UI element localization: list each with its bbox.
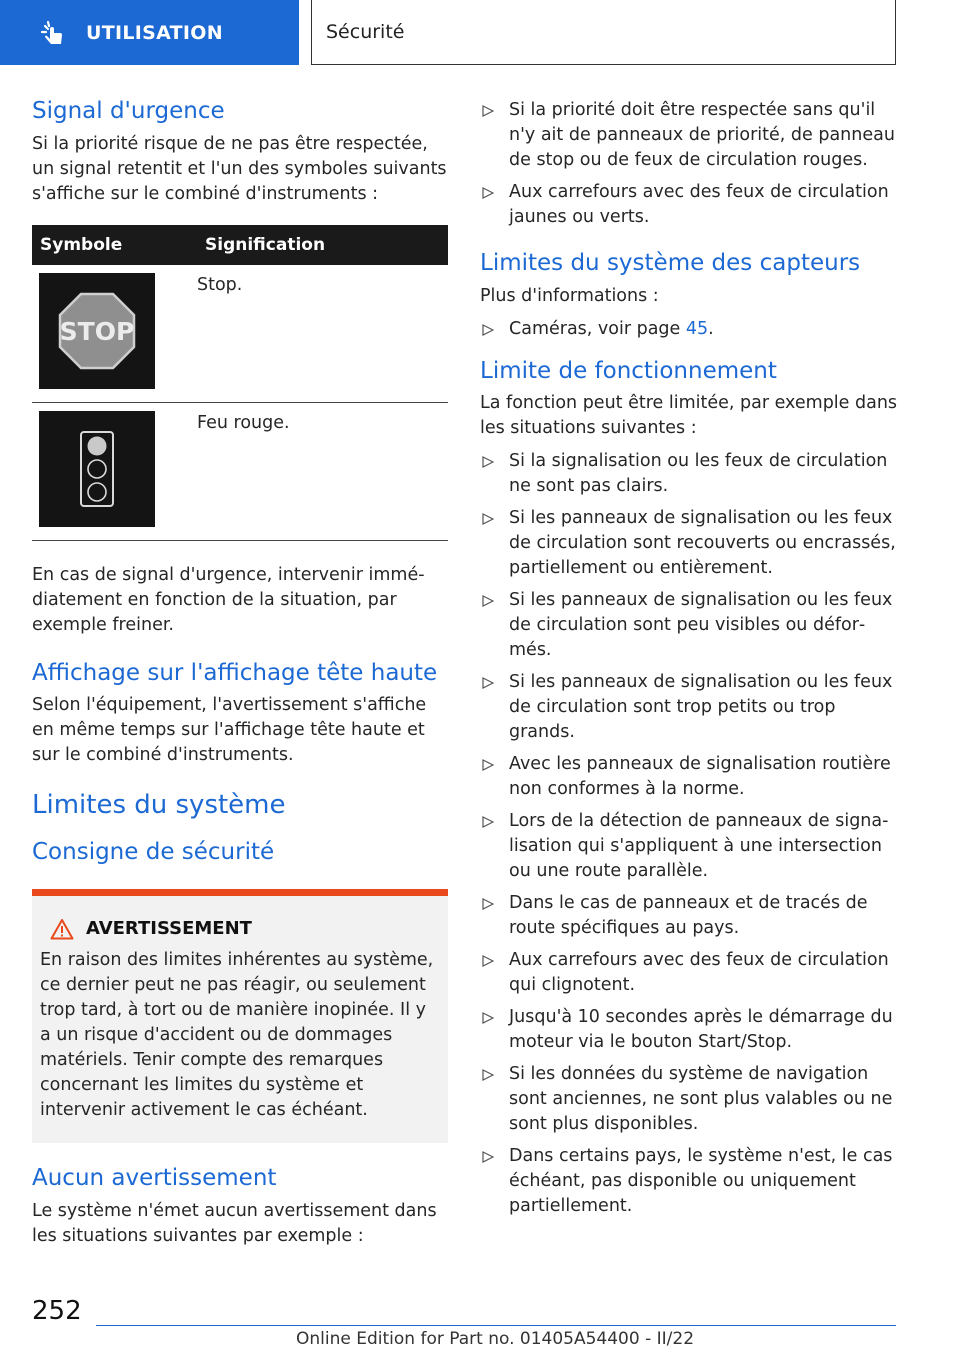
warning-bar [32, 889, 448, 896]
hand-pointer-icon [38, 18, 68, 48]
no-warning-list [480, 98, 898, 230]
list-item: Jusqu'à 10 secondes après le démarrage du moteur via le bouton Start/Stop. [480, 1005, 898, 1055]
symbol-table [32, 225, 448, 541]
left-column [32, 98, 448, 1249]
list-item: Si la priorité doit être respectée sans qu'il n'y ait de panneaux de priorité, de panneau de stop ou de feux de circulation rouges. [480, 98, 898, 173]
no-warning-text: Le système n'émet aucun avertissement dans les situations suivantes par exemple : [32, 1200, 437, 1246]
list-item: Avec les panneaux de signalisation routière non conformes à la norme. [480, 752, 898, 802]
bullet-triangle-icon [482, 324, 494, 336]
list-item: Si les panneaux de signalisation ou les feux de circulation sont recouverts ou encrassés, partiellement ou entièrement. [480, 506, 898, 581]
list-item: Aux carrefours avec des feux de circulation qui clignotent. [480, 948, 898, 998]
table-header [32, 225, 448, 265]
col-header-meaning: Signification [205, 234, 326, 255]
chapter-tab-label: UTILISATION [86, 21, 223, 44]
bullet-triangle-icon [482, 816, 494, 828]
page-number: 252 [32, 1296, 82, 1326]
section-title-box [311, 0, 896, 65]
table-row [32, 265, 448, 403]
warning-box [32, 896, 448, 1143]
page-link[interactable]: 45 [685, 318, 709, 339]
warning-triangle-icon [50, 918, 74, 940]
stop-sign-icon [39, 273, 155, 389]
bullet-triangle-icon [482, 1069, 494, 1081]
list-item: Si les données du système de navigation sont anciennes, ne sont plus valables ou ne sont plus disponibles. [480, 1062, 898, 1137]
signal-intro: Si la priorité risque de ne pas être respectée, un signal retentit et l'un des symboles suivants s'affiche sur le combiné d'instruments : [32, 133, 447, 204]
heading-limits: Limites du système [32, 790, 286, 821]
section-title: Sécurité [326, 21, 405, 43]
table-row [32, 403, 448, 541]
bullet-triangle-icon [482, 759, 494, 771]
right-column [480, 98, 898, 1226]
bullet-triangle-icon [482, 595, 494, 607]
bullet-triangle-icon [482, 187, 494, 199]
function-limit-list [480, 449, 898, 1219]
heading-safety: Consigne de sécurité [32, 839, 275, 866]
bullet-triangle-icon [482, 513, 494, 525]
list-item: Si la signalisation ou les feux de circulation ne sont pas clairs. [480, 449, 898, 499]
bullet-triangle-icon [482, 898, 494, 910]
bullet-triangle-icon [482, 955, 494, 967]
sensor-list [480, 317, 898, 342]
bullet-triangle-icon [482, 456, 494, 468]
heading-sensor-limits: Limites du système des capteurs [480, 250, 861, 276]
warning-title: AVERTISSEMENT [86, 918, 252, 940]
list-item: Aux carrefours avec des feux de circulation jaunes ou verts. [480, 180, 898, 230]
footer-divider [96, 1325, 896, 1326]
hud-text: Selon l'équipement, l'avertissement s'affiche en même temps sur l'affichage tête haute et sur le combiné d'instruments. [32, 695, 427, 766]
function-intro: La fonction peut être limitée, par exemple dans les situations suivantes : [480, 393, 898, 439]
bullet-triangle-icon [482, 105, 494, 117]
row-meaning-red-light: Feu rouge. [197, 412, 290, 433]
bullet-triangle-icon [482, 1012, 494, 1024]
list-item: Dans le cas de panneaux et de tracés de route spécifiques au pays. [480, 891, 898, 941]
sensor-intro: Plus d'informations : [480, 285, 659, 306]
red-traffic-light-icon [39, 411, 155, 527]
list-item: Lors de la détection de panneaux de signalisation qui s'appliquent à une intersection ou une route parallèle. [480, 809, 898, 884]
list-item: Caméras, voir page 45. [480, 317, 898, 342]
list-item: Si les panneaux de signalisation ou les feux de circulation sont trop petits ou trop grands. [480, 670, 898, 745]
edition-text: Online Edition for Part no. 01405A54400 - II/22 [296, 1329, 695, 1349]
chapter-tab[interactable] [0, 0, 299, 65]
stop-sign-text: STOP [59, 316, 135, 346]
heading-function-limit: Limite de fonctionnement [480, 357, 777, 384]
warning-text: En raison des limites inhérentes au système, ce dernier peut ne pas réagir, ou seulement trop tard, à tort ou de manière inopinée. Il y a un risque d'accident ou de dommages matériels. Tenir compte des remarques concernant les limites du système et intervenir activement le cas échéant. [40, 949, 434, 1120]
list-item: Dans certains pays, le système n'est, le cas échéant, pas disponible ou uniquement partiellement. [480, 1144, 898, 1219]
row-meaning-stop: Stop. [197, 274, 243, 295]
col-header-symbol: Symbole [40, 234, 123, 255]
heading-no-warning: Aucun avertissement [32, 1164, 277, 1191]
bullet-triangle-icon [482, 677, 494, 689]
after-table-text: En cas de signal d'urgence, intervenir immédiatement en fonction de la situation, par exemple freiner. [32, 564, 425, 635]
bullet-triangle-icon [482, 1151, 494, 1163]
list-item: Si les panneaux de signalisation ou les feux de circulation sont peu visibles ou déformés. [480, 588, 898, 663]
heading-hud: Affichage sur l'affichage tête haute [32, 659, 438, 686]
heading-signal-urgence: Signal d'urgence [32, 98, 225, 124]
